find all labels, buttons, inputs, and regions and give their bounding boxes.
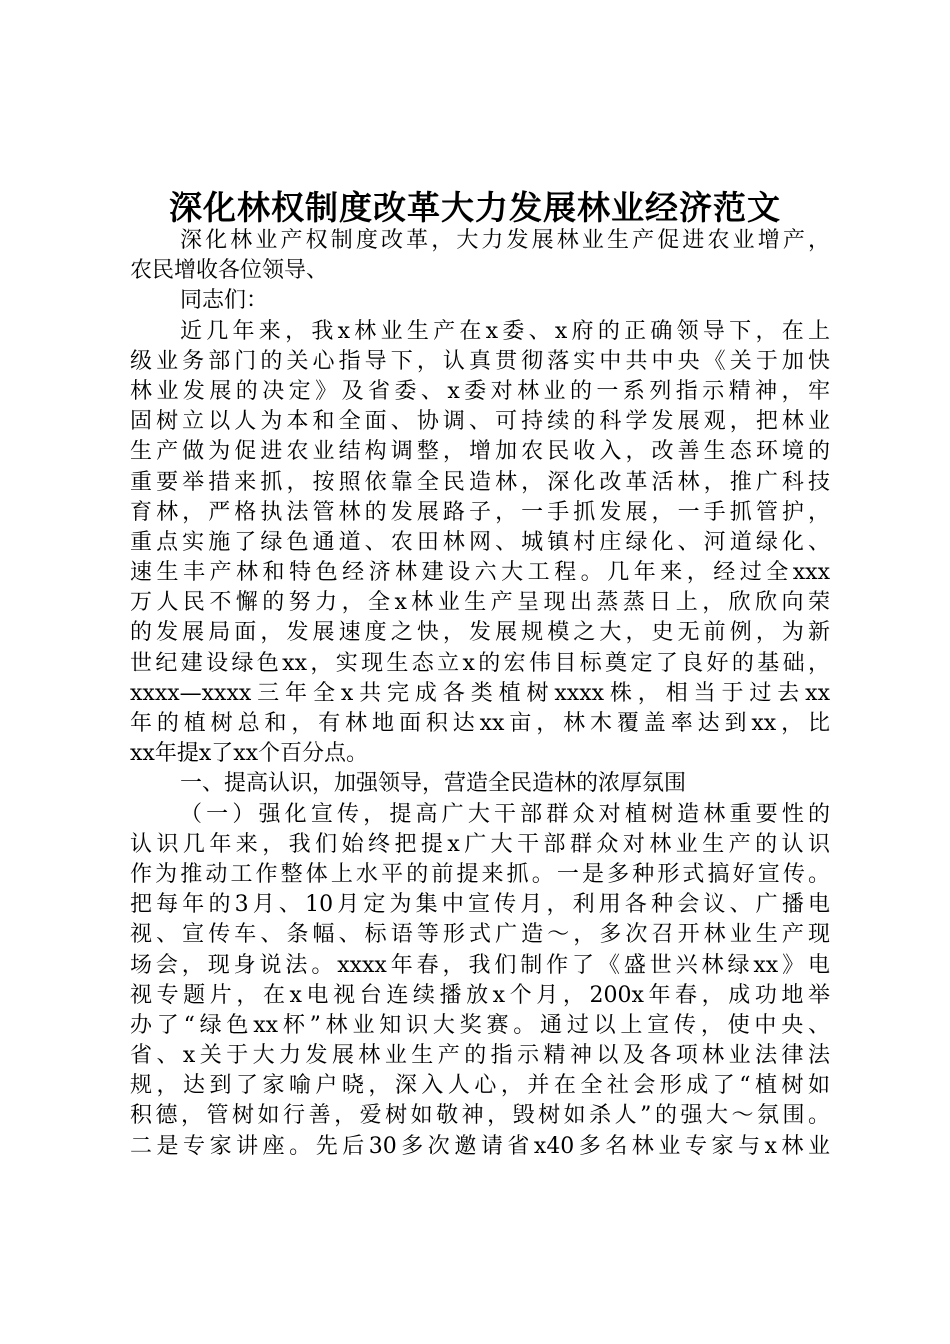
- body-line: 世纪建设绿色xx，实现生态立x的宏伟目标奠定了良好的基础，: [130, 650, 830, 676]
- body-line: 积德，管树如行善，爱树如敬神，毁树如杀人”的强大～氛围。: [130, 1103, 830, 1129]
- body-line: 规，达到了家喻户晓，深入人心，并在全社会形成了“植树如: [130, 1073, 830, 1099]
- body-line: 速生丰产林和特色经济林建设六大工程。几年来，经过全xxx: [130, 560, 830, 586]
- body-line: 视、宣传车、条幅、标语等形式广造～，多次召开林业生产现: [130, 922, 830, 948]
- body-line: 农民增收各位领导、: [130, 258, 329, 284]
- body-line: 万人民不懈的努力，全x林业生产呈现出蒸蒸日上，欣欣向荣: [130, 590, 830, 616]
- body-line: 场会，现身说法。xxxx年春，我们制作了《盛世兴林绿xx》电: [130, 952, 830, 978]
- body-line: 办了“绿色xx杯”林业知识大奖赛。通过以上宣传，使中央、: [130, 1012, 830, 1038]
- body-line: 视专题片，在x电视台连续播放x个月，200x年春，成功地举: [130, 982, 830, 1008]
- body-line: 一、提高认识，加强领导，营造全民造林的浓厚氛围: [180, 771, 687, 797]
- body-line: 认识几年来，我们始终把提x广大干部群众对林业生产的认识: [130, 831, 830, 857]
- body-line: 育林，严格执法管林的发展路子，一手抓发展，一手抓管护，: [130, 499, 830, 525]
- body-line: （一）强化宣传，提高广大干部群众对植树造林重要性的: [180, 801, 830, 827]
- body-line: 把每年的3月、10月定为集中宣传月，利用各种会议、广播电: [130, 892, 830, 918]
- body-line: 年的植树总和，有林地面积达xx亩，林木覆盖率达到xx，比: [130, 711, 830, 736]
- body-line: 重要举措来抓，按照依靠全民造林，深化改革活林，推广科技: [130, 469, 830, 495]
- body-line: 生产做为促进农业结构调整，增加农民收入，改善生态环境的: [130, 439, 830, 465]
- body-line: 级业务部门的关心指导下，认真贯彻落实中共中央《关于加快: [130, 348, 830, 374]
- body-line: 作为推动工作整体上水平的前提来抓。一是多种形式搞好宣传。: [130, 861, 830, 887]
- body-line: 重点实施了绿色通道、农田林网、城镇村庄绿化、河道绿化、: [130, 529, 830, 555]
- document-body: [130, 226, 830, 1162]
- body-line: 近几年来，我x林业生产在x委、x府的正确领导下，在上: [180, 318, 830, 344]
- document-title: 深化林权制度改革大力发展林业经济范文: [169, 188, 781, 227]
- body-line: xxxx—xxxx三年全x共完成各类植树xxxx株，相当于过去xx: [130, 680, 830, 706]
- body-line: 省、x关于大力发展林业生产的指示精神以及各项林业法律法: [130, 1043, 830, 1069]
- body-line: 同志们：: [180, 288, 269, 314]
- body-line: 深化林业产权制度改革，大力发展林业生产促进农业增产，: [180, 228, 830, 253]
- body-line: 的发展局面，发展速度之快，发展规模之大，史无前例，为新: [130, 620, 830, 646]
- body-line: 二是专家讲座。先后30多次邀请省x40多名林业专家与x林业: [130, 1133, 830, 1159]
- body-line: 固树立以人为本和全面、协调、可持续的科学发展观，把林业: [130, 409, 830, 435]
- body-line: 林业发展的决定》及省委、x委对林业的一系列指示精神，牢: [130, 378, 830, 404]
- body-line: xx年提x了xx个百分点。: [130, 741, 369, 767]
